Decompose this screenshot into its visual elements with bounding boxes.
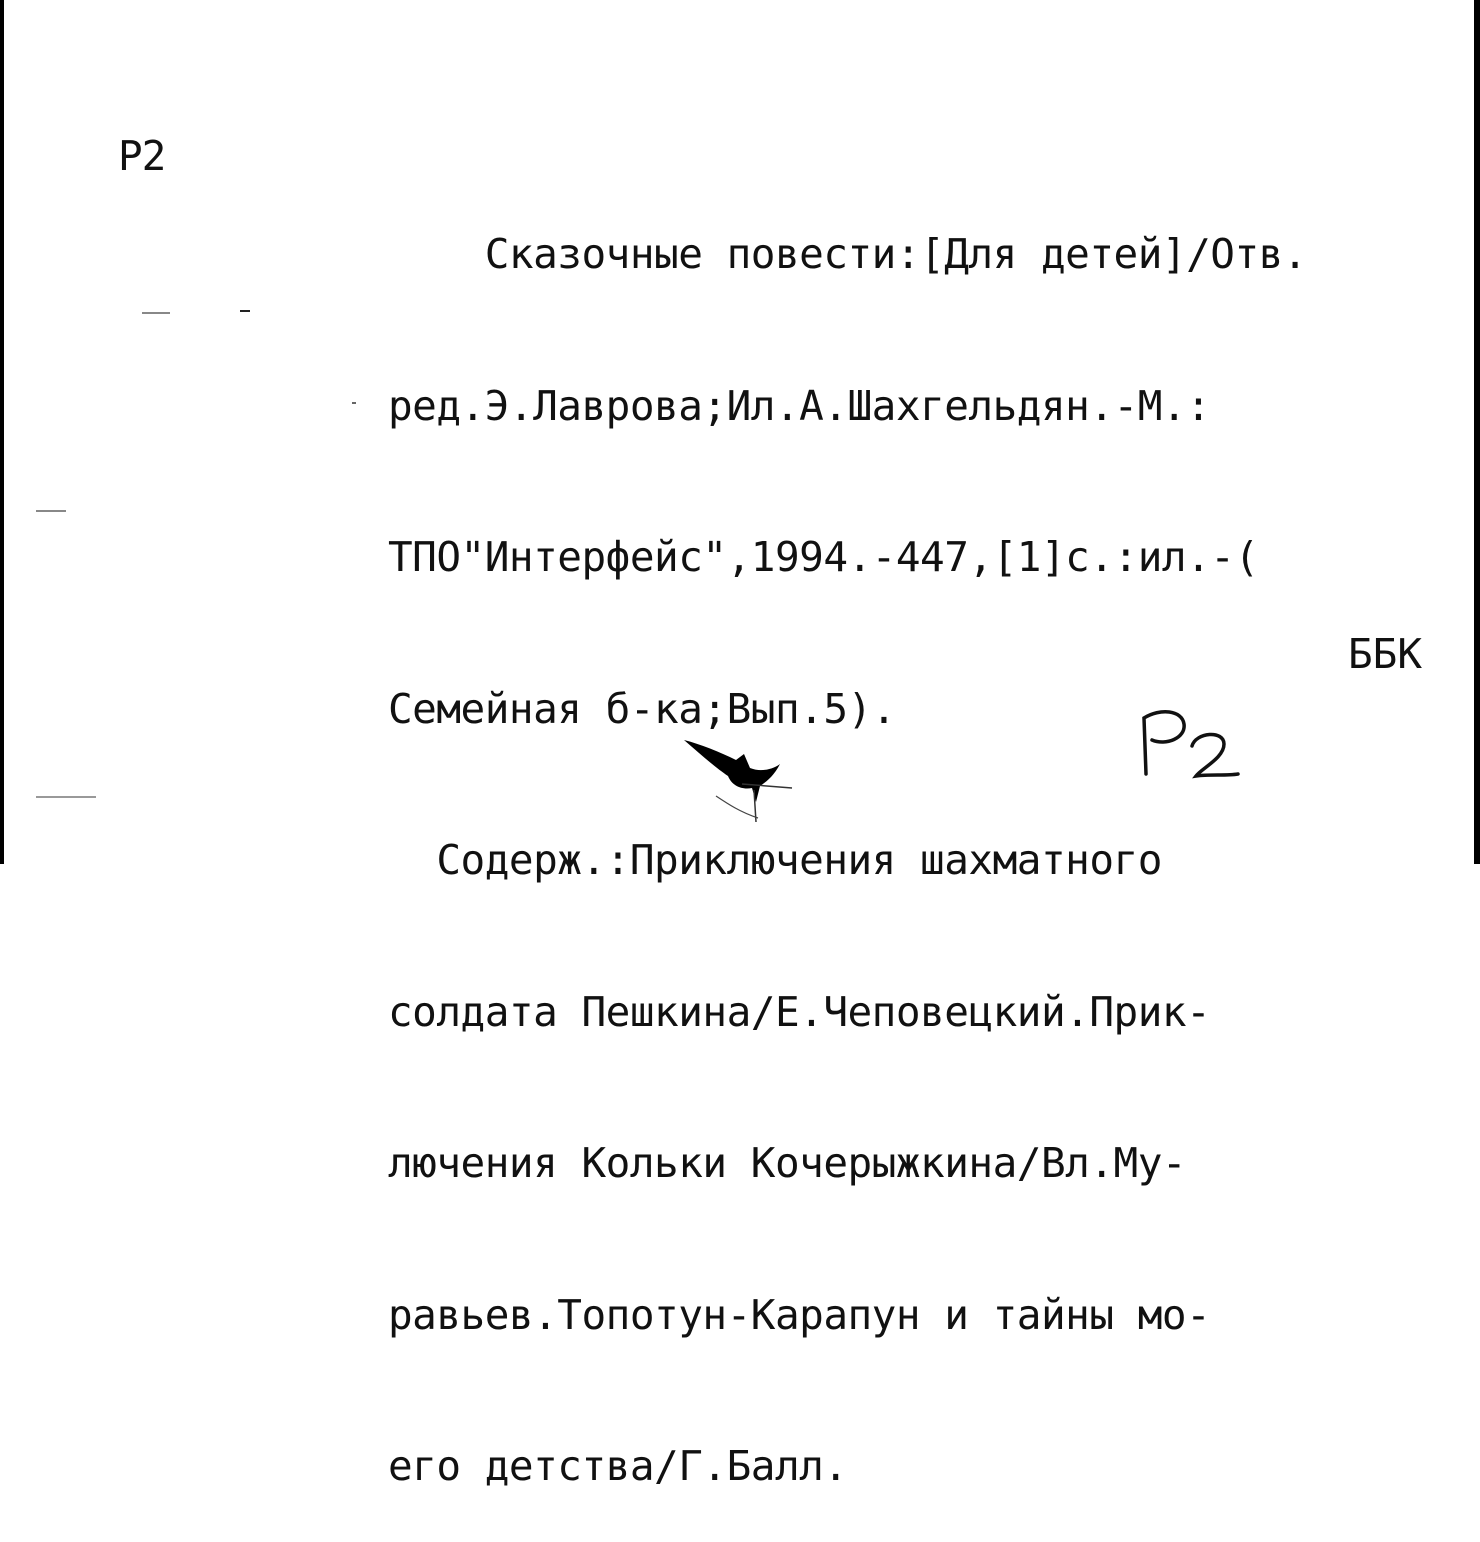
entry-line: ТПО"Интерфейс",1994.-447,[1]с.:ил.-(: [388, 533, 1259, 581]
entry-line: Сказочные повести:[Для детей]/Отв.: [388, 230, 1307, 278]
entry-line: Содерж.:Приключения шахматного: [388, 836, 1162, 884]
entry-line: лючения Кольки Кочерыжкина/Вл.Му-: [388, 1139, 1187, 1187]
scan-speck: [142, 312, 170, 314]
card-left-border: [0, 0, 4, 864]
scan-speck: [36, 796, 96, 798]
scan-speck: [352, 402, 356, 404]
classification-code: ББК: [1348, 630, 1423, 678]
ink-blot: [680, 732, 810, 832]
shelf-mark: Р2: [118, 132, 166, 180]
entry-line: его детства/Г.Балл.: [388, 1442, 848, 1490]
scan-speck: [240, 310, 250, 312]
entry-line: Семейная б-ка;Вып.5).: [388, 684, 896, 733]
scan-speck: [36, 510, 66, 512]
entry-line: равьев.Топотун-Карапун и тайны мо-: [388, 1290, 1211, 1339]
bibliographic-entry: [388, 128, 1476, 1542]
entry-line: ред.Э.Лаврова;Ил.А.Шахгельдян.-М.:: [388, 381, 1211, 430]
handwritten-shelf-mark: [1138, 702, 1248, 782]
entry-line: солдата Пешкина/Е.Чеповецкий.Прик-: [388, 987, 1211, 1036]
